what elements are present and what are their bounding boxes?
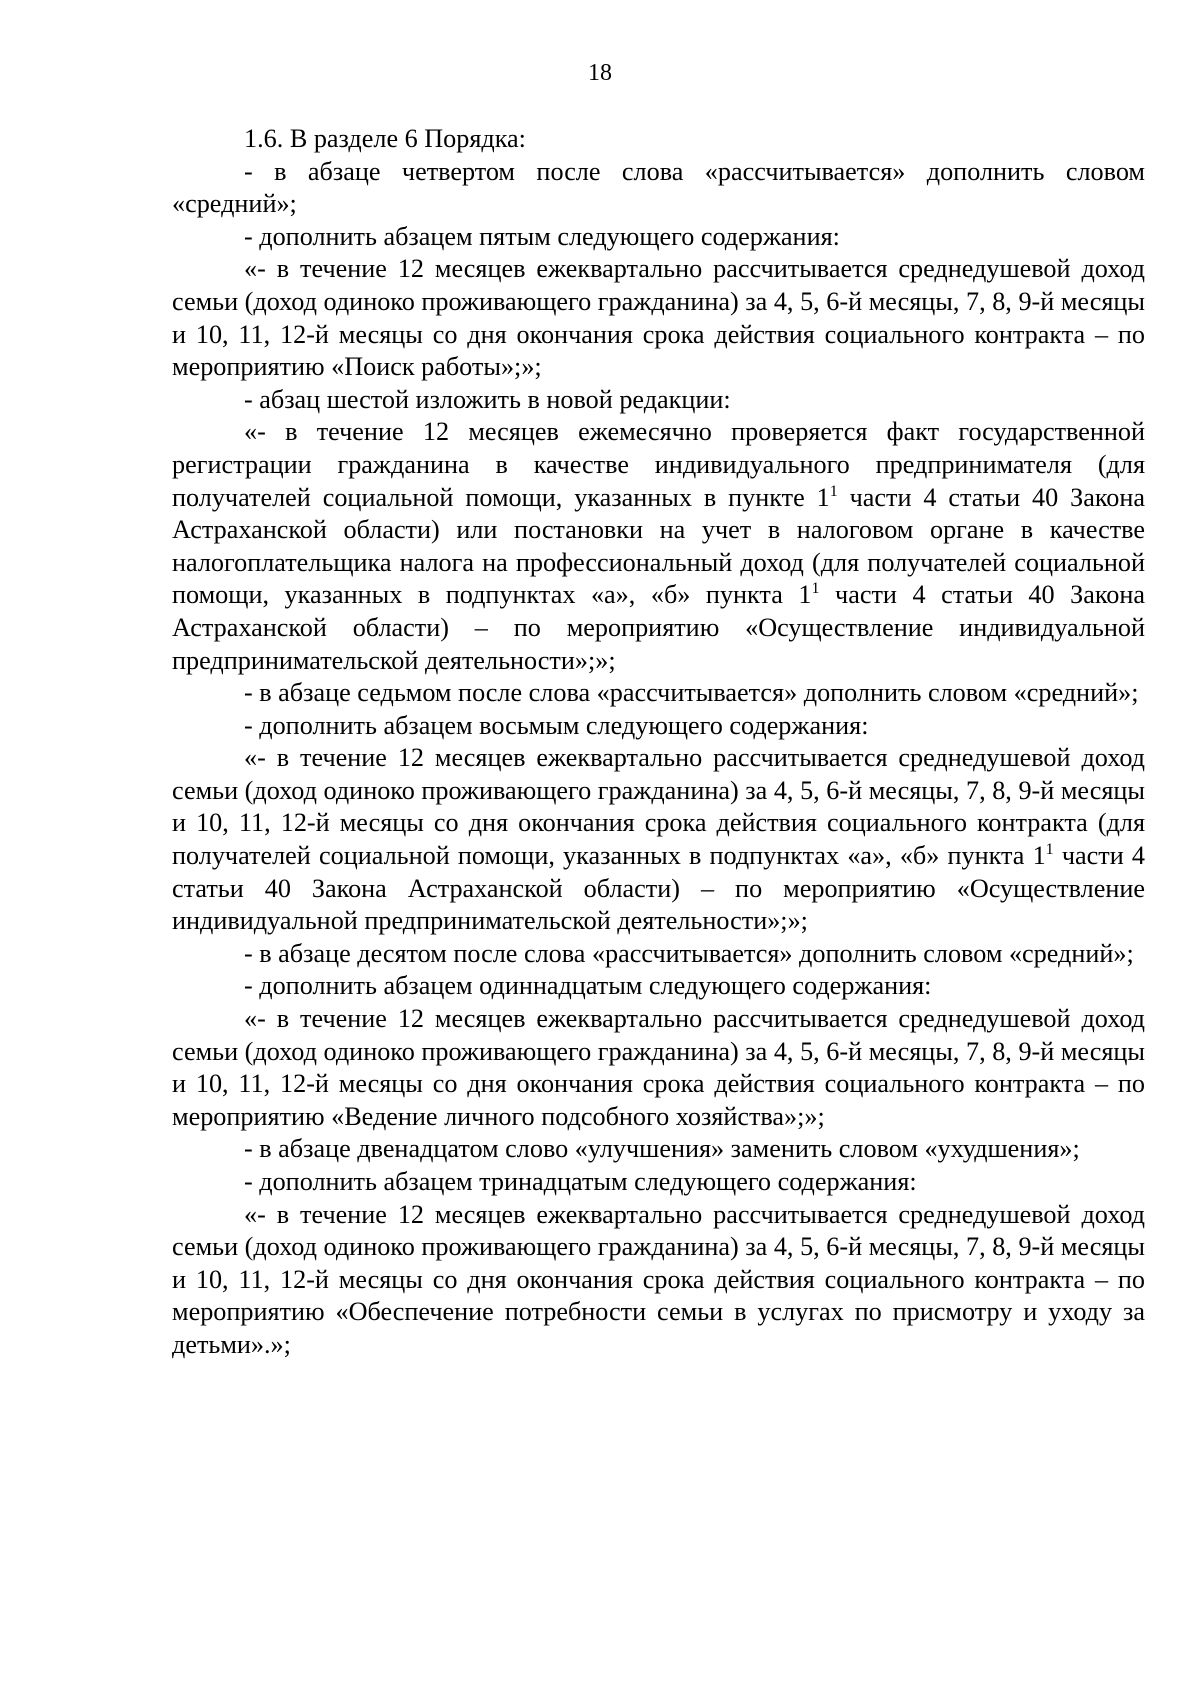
quote-8th-part-2: части 4 статьи 40 Закона Астраханской области) – по мероприятию «Осуществление индивидуальной предпринимательской деятельности»;»; bbox=[172, 841, 1145, 936]
paragraph-amendment-4th: - в абзаце четвертом после слова «рассчитывается» дополнить словом «средний»; bbox=[172, 156, 1145, 219]
document-body bbox=[172, 123, 1145, 1362]
paragraph-amendment-7th: - в абзаце седьмом после слова «рассчитывается» дополнить словом «средний»; bbox=[244, 678, 1139, 708]
quote-6th-part-3: части 4 статьи 40 Закона Астраханской области) – по мероприятию «Осуществление индивидуальной предпринимательской деятельности»;»; bbox=[172, 580, 1145, 675]
paragraph-amendment-10th: - в абзаце десятом после слова «рассчитывается» дополнить словом «средний»; bbox=[244, 938, 1134, 968]
page-number: 18 bbox=[588, 60, 612, 86]
quote-6th-part-1: «- в течение 12 месяцев ежемесячно проверяется факт государственной регистрации гражданина в качестве индивидуального предпринимателя (для получателей социальной помощи, указанных в пункте 1 bbox=[172, 417, 1145, 512]
paragraph-1-6-heading: 1.6. В разделе 6 Порядка: bbox=[244, 124, 526, 153]
paragraph-add-11th: - дополнить абзацем одиннадцатым следующего содержания: bbox=[244, 971, 932, 1001]
paragraph-quote-6th bbox=[172, 416, 1145, 677]
paragraph-add-8th: - дополнить абзацем восьмым следующего содержания: bbox=[244, 710, 869, 740]
paragraph-quote-5th: «- в течение 12 месяцев ежеквартально рассчитывается среднедушевой доход семьи (доход одиноко проживающего гражданина) за 4, 5, 6-й месяцы, 7, 8, 9-й месяцы и 10, 11, 12-й месяцы со дня окончания срока действия социального контракта – по мероприятию «Поиск работы»;»; bbox=[172, 254, 1145, 382]
paragraph-add-5th: - дополнить абзацем пятым следующего содержания: bbox=[244, 221, 840, 251]
superscript-1: 1 bbox=[829, 482, 838, 500]
paragraph-amendment-12th: - в абзаце двенадцатом слово «улучшения» заменить словом «ухудшения»; bbox=[244, 1134, 1080, 1164]
paragraph-add-13th: - дополнить абзацем тринадцатым следующего содержания: bbox=[244, 1167, 917, 1196]
paragraph-quote-8th bbox=[172, 742, 1145, 938]
paragraph-new-6th: - абзац шестой изложить в новой редакции: bbox=[244, 384, 731, 414]
quote-8th-part-1: «- в течение 12 месяцев ежеквартально рассчитывается среднедушевой доход семьи (доход одиноко проживающего гражданина) за 4, 5, 6-й месяцы, 7, 8, 9-й месяцы и 10, 11, 12-й месяцы со дня окончания срока действия социального контракта (для получателей социальной помощи, указанных в подпунктах «а», «б» пункта 1 bbox=[172, 743, 1145, 871]
paragraph-quote-11th: «- в течение 12 месяцев ежеквартально рассчитывается среднедушевой доход семьи (доход одиноко проживающего гражданина) за 4, 5, 6-й месяцы, 7, 8, 9-й месяцы и 10, 11, 12-й месяцы со дня окончания срока действия социального контракта – по мероприятию «Ведение личного подсобного хозяйства»;»; bbox=[172, 1004, 1145, 1131]
paragraph-quote-13th: «- в течение 12 месяцев ежеквартально рассчитывается среднедушевой доход семьи (доход одиноко проживающего гражданина) за 4, 5, 6-й месяцы, 7, 8, 9-й месяцы и 10, 11, 12-й месяцы со дня окончания срока действия социального контракта – по мероприятию «Обеспечение потребности семьи в услугах по присмотру и уходу за детьми».»; bbox=[172, 1199, 1145, 1359]
superscript-3: 1 bbox=[1045, 841, 1054, 859]
superscript-2: 1 bbox=[811, 580, 820, 598]
quote-6th-part-2: части 4 статьи 40 Закона Астраханской области) или постановки на учет в налоговом органе в качестве налогоплательщика налога на профессиональный доход (для получателей социальной помощи, указанных в подпунктах «а», «б» пункта 1 bbox=[172, 482, 1145, 610]
